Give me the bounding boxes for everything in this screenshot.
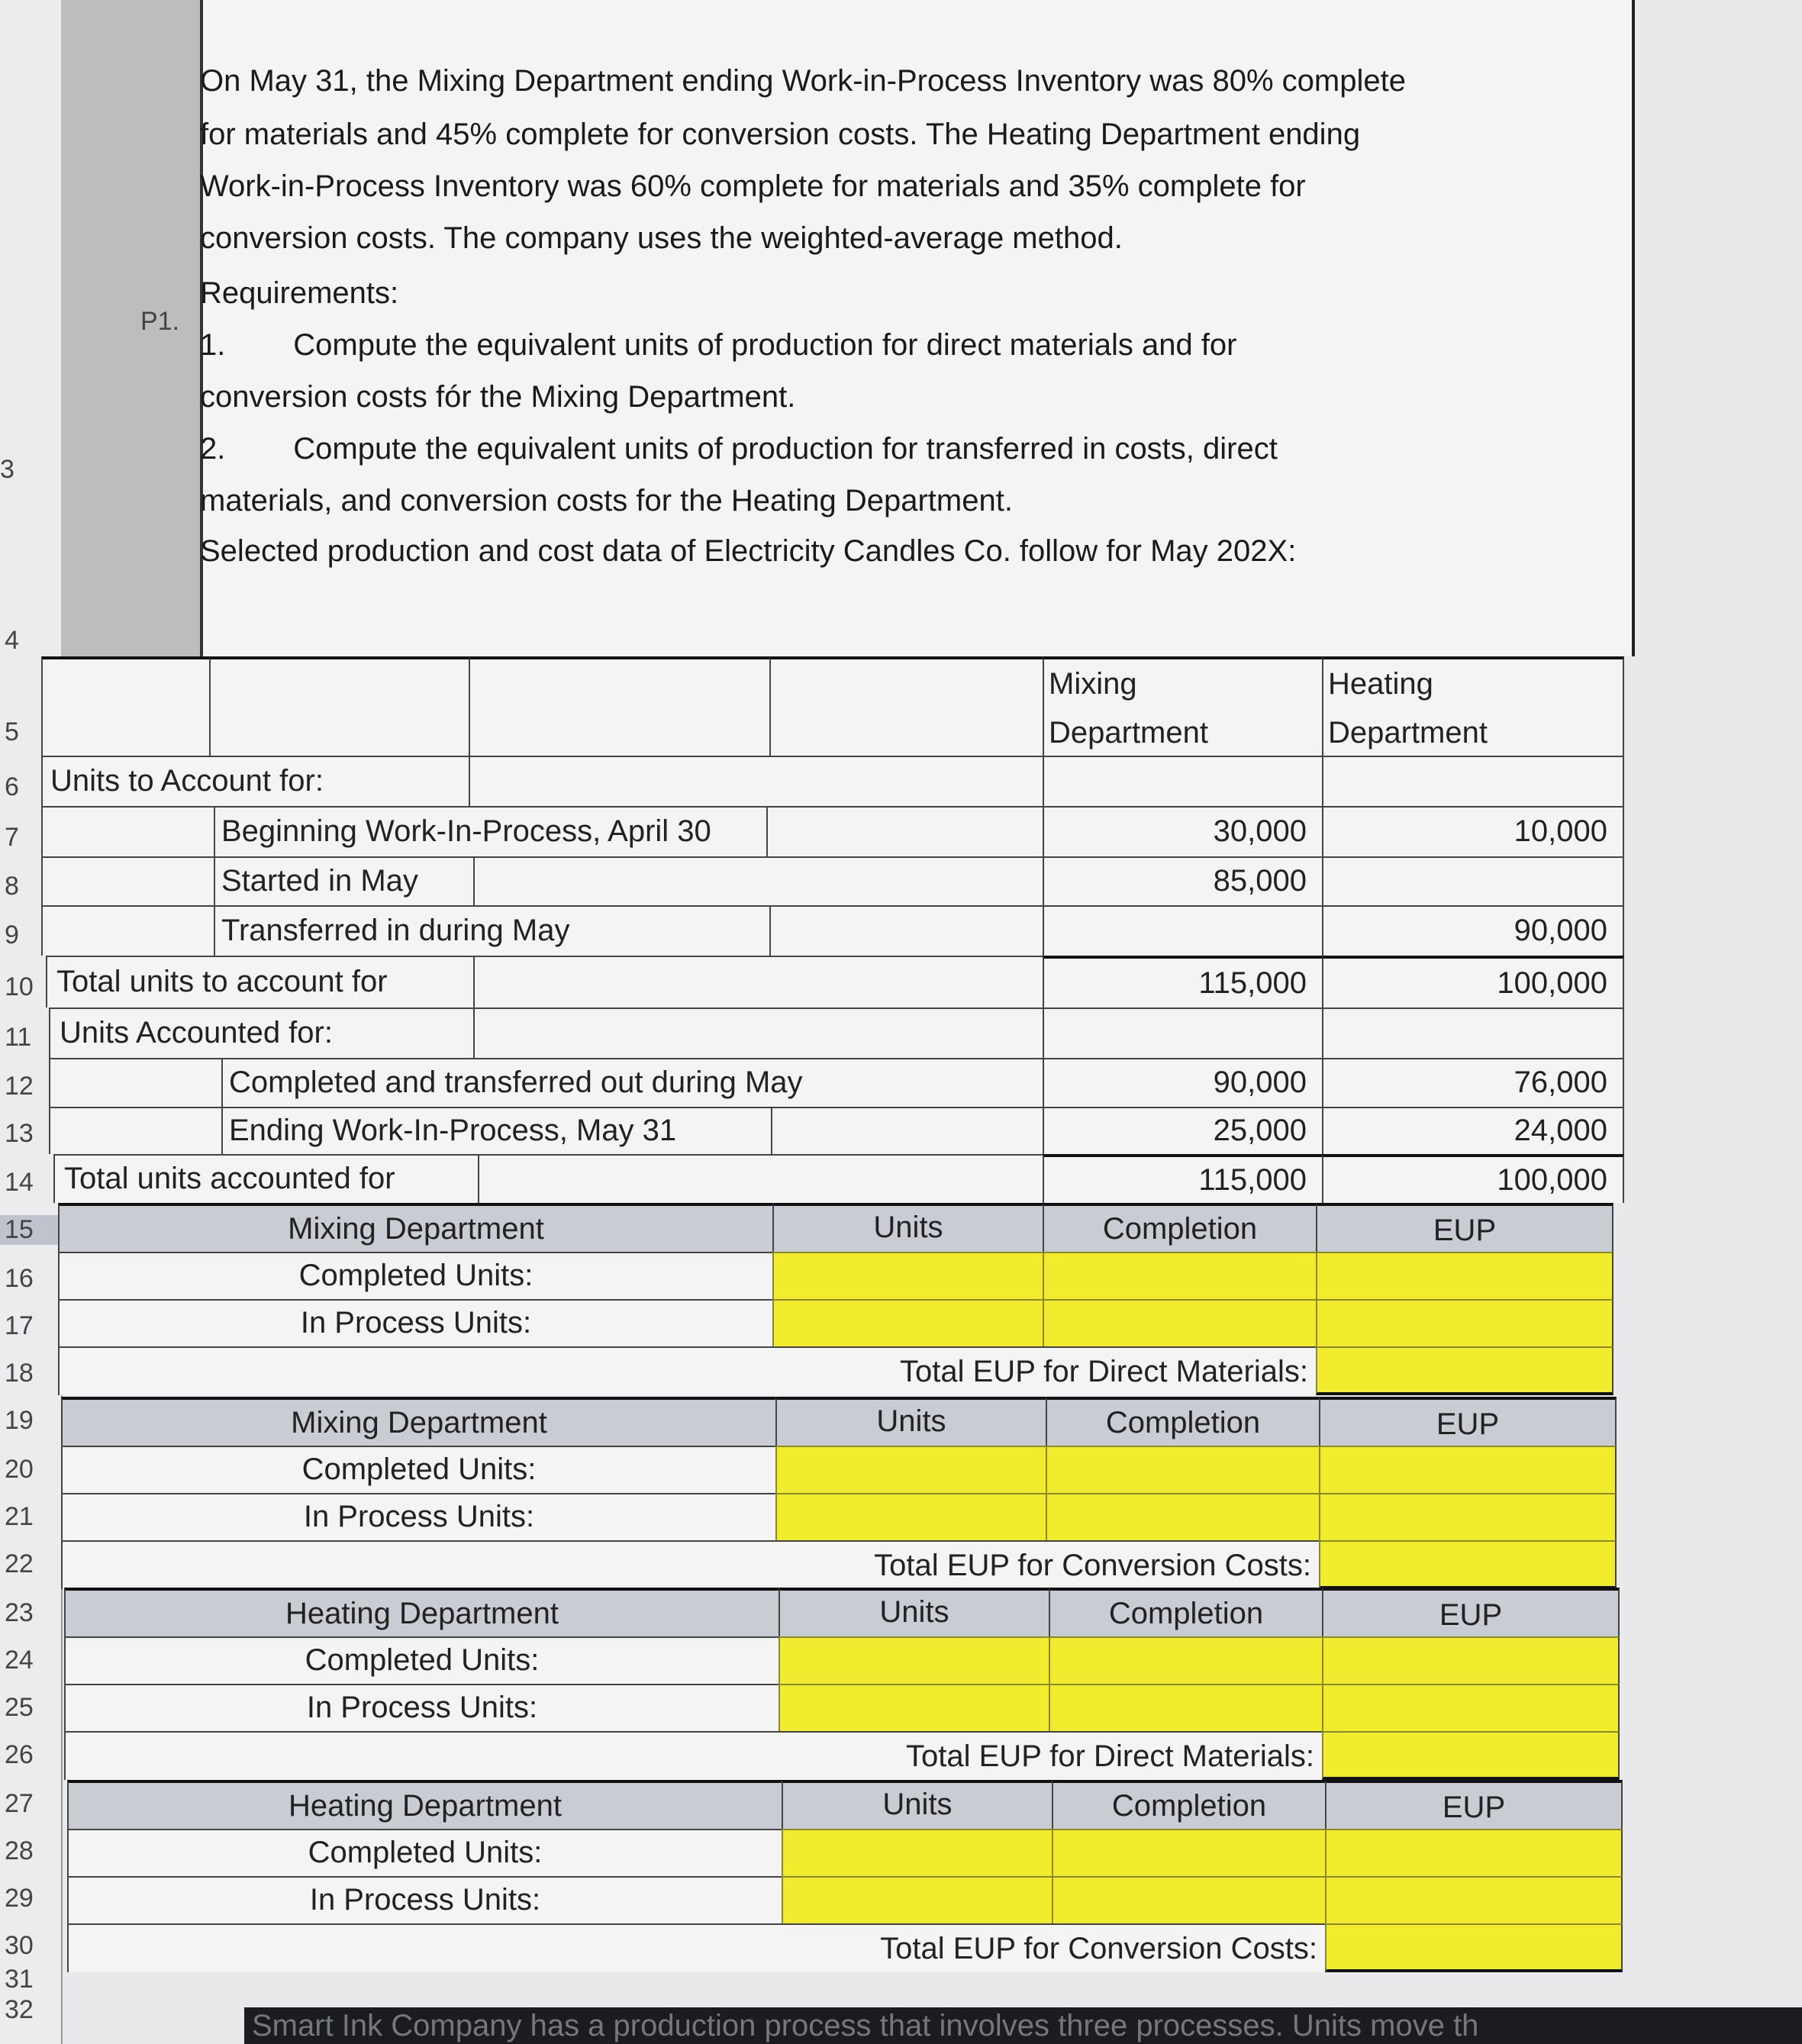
completed-units-input[interactable]: [775, 1446, 1046, 1493]
total-to-account-mixing[interactable]: 115,000: [1043, 956, 1322, 1007]
eup-completion-header[interactable]: Completion: [1043, 1203, 1316, 1252]
eup-units-header[interactable]: Units: [779, 1588, 1049, 1636]
side-mark: 3: [0, 455, 15, 484]
row-number[interactable]: 32: [5, 1995, 34, 2024]
row-number[interactable]: 9: [5, 920, 19, 949]
row-number[interactable]: 14: [5, 1168, 34, 1197]
problem-line: for materials and 45% complete for conversion costs. The Heating Department ending: [200, 118, 1361, 151]
problem-line: Requirements:: [200, 276, 399, 310]
row-number[interactable]: 12: [5, 1072, 34, 1101]
total-eup-label[interactable]: Total EUP for Conversion Costs:: [67, 1923, 1325, 1972]
row-number[interactable]: 24: [5, 1646, 34, 1675]
eup-header[interactable]: EUP: [1319, 1397, 1617, 1446]
completed-eup-input[interactable]: [1316, 1252, 1613, 1299]
problem-line: materials, and conversion costs for the Heating Department.: [200, 484, 1013, 517]
cell[interactable]: [49, 1107, 221, 1154]
problem-line: conversion costs fór the Mixing Department.: [200, 380, 796, 414]
cell[interactable]: [478, 1154, 1043, 1203]
cell[interactable]: [1043, 756, 1322, 806]
completed-units-input[interactable]: [772, 1252, 1043, 1299]
total-accounted-label[interactable]: Total units accounted for: [53, 1154, 478, 1203]
problem-line: Work-in-Process Inventory was 60% complete for materials and 35% complete for: [200, 169, 1306, 203]
cell[interactable]: [769, 905, 1043, 956]
next-problem-text: Smart Ink Company has a production process that involves three processes. Units move th: [252, 2009, 1479, 2042]
eup-dept-label[interactable]: Mixing Department: [61, 1397, 775, 1446]
heating-header-line1: Heating: [1328, 667, 1433, 701]
in-process-eup-input[interactable]: [1322, 1684, 1620, 1731]
row-number[interactable]: 27: [5, 1789, 34, 1818]
eup-completion-header[interactable]: Completion: [1052, 1780, 1325, 1829]
in-process-units-label[interactable]: In Process Units:: [61, 1493, 775, 1540]
in-process-units-input[interactable]: [782, 1876, 1052, 1923]
completed-completion-input[interactable]: [1046, 1446, 1319, 1493]
cell[interactable]: [1322, 756, 1624, 806]
row-number[interactable]: 15: [0, 1215, 61, 1245]
completed-mixing[interactable]: 90,000: [1043, 1058, 1322, 1107]
total-eup-input[interactable]: [1316, 1346, 1613, 1395]
heating-header-line2: Department: [1328, 716, 1488, 750]
completed-eup-input[interactable]: [1319, 1446, 1617, 1493]
cell[interactable]: [473, 956, 1043, 1007]
heating-dept-header[interactable]: [1322, 656, 1624, 756]
started-label[interactable]: Started in May: [214, 856, 473, 905]
row-number[interactable]: 19: [5, 1406, 34, 1435]
row-number[interactable]: 16: [5, 1264, 34, 1293]
total-accounted-heating[interactable]: 100,000: [1322, 1154, 1624, 1203]
problem-line: conversion costs. The company uses the weighted-average method.: [200, 221, 1123, 255]
row-number[interactable]: 31: [5, 1965, 34, 1994]
gutter-column: [61, 0, 209, 656]
eup-dept-label[interactable]: Heating Department: [64, 1588, 779, 1636]
total-eup-label[interactable]: Total EUP for Conversion Costs:: [61, 1540, 1319, 1589]
in-process-completion-input[interactable]: [1046, 1493, 1319, 1540]
total-eup-label[interactable]: Total EUP for Direct Materials:: [64, 1731, 1322, 1780]
completed-units-label[interactable]: Completed Units:: [61, 1446, 775, 1493]
total-eup-input[interactable]: [1325, 1923, 1623, 1972]
eup-dept-label[interactable]: Heating Department: [67, 1780, 782, 1829]
eup-dept-label[interactable]: Mixing Department: [58, 1203, 772, 1252]
in-process-completion-input[interactable]: [1043, 1299, 1316, 1346]
eup-header[interactable]: EUP: [1325, 1780, 1623, 1829]
transferred-in-heating[interactable]: 90,000: [1322, 905, 1624, 956]
total-eup-input[interactable]: [1322, 1731, 1620, 1780]
completed-units-input[interactable]: [779, 1636, 1049, 1684]
cell[interactable]: [769, 656, 1043, 756]
in-process-eup-input[interactable]: [1325, 1876, 1623, 1923]
eup-header[interactable]: EUP: [1316, 1203, 1613, 1252]
in-process-eup-input[interactable]: [1316, 1299, 1613, 1346]
row-number[interactable]: 22: [5, 1549, 34, 1578]
completed-units-label[interactable]: Completed Units:: [67, 1829, 782, 1876]
total-eup-label[interactable]: Total EUP for Direct Materials:: [58, 1346, 1316, 1395]
problem-line: 2. Compute the equivalent units of production for transferred in costs, direct: [200, 432, 1278, 466]
row-number[interactable]: 13: [5, 1119, 34, 1148]
transferred-in-mixing[interactable]: [1043, 905, 1322, 956]
beg-wip-heating[interactable]: 10,000: [1322, 806, 1624, 856]
in-process-completion-input[interactable]: [1052, 1876, 1325, 1923]
beg-wip-mixing[interactable]: 30,000: [1043, 806, 1322, 856]
in-process-eup-input[interactable]: [1319, 1493, 1617, 1540]
completed-completion-input[interactable]: [1043, 1252, 1316, 1299]
cell[interactable]: [766, 806, 1043, 856]
row-number[interactable]: 7: [5, 823, 19, 852]
completed-eup-input[interactable]: [1325, 1829, 1623, 1876]
in-process-units-input[interactable]: [779, 1684, 1049, 1731]
problem-line: On May 31, the Mixing Department ending Work-in-Process Inventory was 80% complete: [200, 64, 1406, 98]
mixing-header-line2: Department: [1049, 716, 1208, 750]
total-to-account-label[interactable]: Total units to account for: [46, 956, 473, 1007]
eup-units-header[interactable]: Units: [782, 1780, 1052, 1829]
row-number[interactable]: 26: [5, 1740, 34, 1769]
cell[interactable]: [473, 856, 1043, 905]
problem-label: P1.: [140, 307, 180, 336]
row-number[interactable]: 5: [5, 717, 19, 746]
eup-header[interactable]: EUP: [1322, 1588, 1620, 1636]
started-mixing[interactable]: 85,000: [1043, 856, 1322, 905]
cell[interactable]: [41, 905, 214, 956]
eup-completion-header[interactable]: Completion: [1046, 1397, 1319, 1446]
units-to-account-label[interactable]: Units to Account for:: [41, 756, 469, 806]
total-accounted-mixing[interactable]: 115,000: [1043, 1154, 1322, 1203]
row-number[interactable]: 8: [5, 872, 19, 901]
eup-completion-header[interactable]: Completion: [1049, 1588, 1322, 1636]
problem-line: 1. Compute the equivalent units of production for direct materials and for: [200, 328, 1237, 362]
eup-units-header[interactable]: Units: [775, 1397, 1046, 1446]
cell[interactable]: [469, 756, 1043, 806]
completed-eup-input[interactable]: [1322, 1636, 1620, 1684]
in-process-units-label[interactable]: In Process Units:: [67, 1876, 782, 1923]
row-number[interactable]: 6: [5, 772, 19, 801]
row-number[interactable]: 18: [5, 1359, 34, 1388]
total-eup-input[interactable]: [1319, 1540, 1617, 1589]
beg-wip-label[interactable]: Beginning Work-In-Process, April 30: [214, 806, 766, 856]
ending-wip-label[interactable]: Ending Work-In-Process, May 31: [221, 1107, 771, 1154]
cell[interactable]: [473, 1007, 1043, 1058]
started-heating[interactable]: [1322, 856, 1624, 905]
eup-units-header[interactable]: Units: [772, 1203, 1043, 1252]
row-number[interactable]: 21: [5, 1502, 34, 1531]
completed-completion-input[interactable]: [1052, 1829, 1325, 1876]
ending-wip-heating[interactable]: 24,000: [1322, 1107, 1624, 1154]
row-number[interactable]: 28: [5, 1836, 34, 1865]
completed-heating[interactable]: 76,000: [1322, 1058, 1624, 1107]
in-process-units-label[interactable]: In Process Units:: [58, 1299, 772, 1346]
row-number[interactable]: 29: [5, 1884, 34, 1913]
cell[interactable]: [469, 656, 769, 756]
in-process-units-input[interactable]: [772, 1299, 1043, 1346]
cell[interactable]: [49, 1058, 221, 1107]
transferred-in-label[interactable]: Transferred in during May: [214, 905, 769, 956]
row-number[interactable]: 25: [5, 1693, 34, 1722]
total-to-account-heating[interactable]: 100,000: [1322, 956, 1624, 1007]
units-accounted-label[interactable]: Units Accounted for:: [49, 1007, 473, 1058]
row-number[interactable]: 23: [5, 1598, 34, 1627]
cell[interactable]: [1043, 1007, 1322, 1058]
mixing-header-line1: Mixing: [1049, 667, 1137, 701]
cell[interactable]: [771, 1107, 1043, 1154]
in-process-units-input[interactable]: [775, 1493, 1046, 1540]
row-number[interactable]: 10: [5, 972, 34, 1001]
row-number[interactable]: 17: [5, 1311, 34, 1340]
cell[interactable]: [41, 856, 214, 905]
row-number[interactable]: 11: [5, 1023, 32, 1052]
row-number[interactable]: 20: [5, 1455, 34, 1484]
row-number[interactable]: 30: [5, 1931, 34, 1960]
cell[interactable]: [41, 806, 214, 856]
in-process-units-label[interactable]: In Process Units:: [64, 1684, 779, 1731]
cell[interactable]: [1322, 1007, 1624, 1058]
completed-completion-input[interactable]: [1049, 1636, 1322, 1684]
in-process-completion-input[interactable]: [1049, 1684, 1322, 1731]
completed-units-label[interactable]: Completed Units:: [64, 1636, 779, 1684]
ending-wip-mixing[interactable]: 25,000: [1043, 1107, 1322, 1154]
cell[interactable]: [209, 656, 469, 756]
completed-units-input[interactable]: [782, 1829, 1052, 1876]
row-number[interactable]: 4: [5, 626, 19, 655]
completed-units-label[interactable]: Completed Units:: [58, 1252, 772, 1299]
cell[interactable]: [41, 656, 209, 756]
problem-line: Selected production and cost data of Electricity Candles Co. follow for May 202X:: [200, 534, 1297, 568]
mixing-dept-header[interactable]: [1043, 656, 1322, 756]
completed-label[interactable]: Completed and transferred out during May: [221, 1058, 1043, 1107]
